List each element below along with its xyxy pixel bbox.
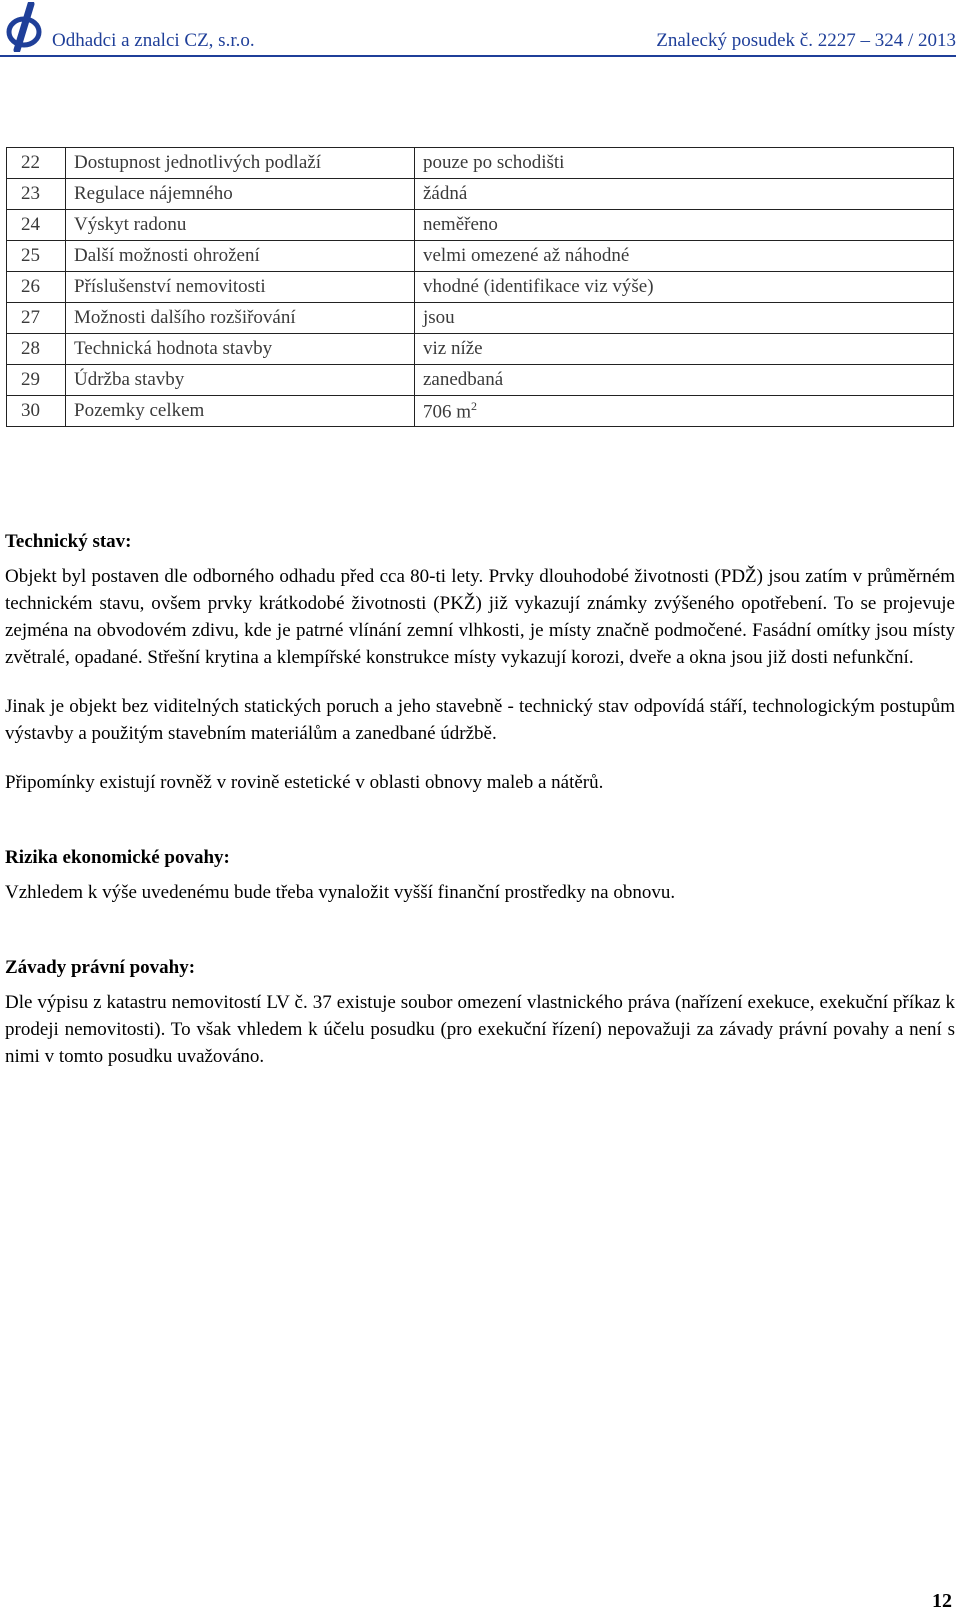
table-row — [7, 241, 954, 272]
row-number: 22 — [7, 148, 66, 179]
row-value-text: viz níže — [423, 338, 483, 359]
table-row — [7, 396, 954, 427]
table-row — [7, 365, 954, 396]
document-reference: Znalecký posudek č. 2227 – 324 / 2013 — [656, 30, 956, 51]
row-number: 29 — [7, 365, 66, 396]
row-label: Údržba stavby — [66, 365, 415, 396]
row-number: 23 — [7, 179, 66, 210]
row-value-superscript: 2 — [471, 398, 478, 413]
page-number: 12 — [932, 1590, 952, 1612]
table-row — [7, 179, 954, 210]
row-label: Příslušenství nemovitosti — [66, 272, 415, 303]
table-row — [7, 334, 954, 365]
row-value-text: jsou — [423, 307, 455, 328]
table-row — [7, 303, 954, 334]
row-label: Výskyt radonu — [66, 210, 415, 241]
row-number: 28 — [7, 334, 66, 365]
table-row — [7, 148, 954, 179]
row-value-text: zanedbaná — [423, 369, 504, 390]
row-value-text: neměřeno — [423, 214, 498, 235]
row-value — [415, 396, 954, 427]
technical-state-paragraph-2: Jinak je objekt bez viditelných statických poruch a jeho stavebně - technický stav odpovídá stáří, technologickým postupům výstavby a použitým stavebním materiálům a zanedbané údržbě. — [5, 696, 955, 744]
row-value — [415, 148, 954, 179]
row-label: Dostupnost jednotlivých podlaží — [66, 148, 415, 179]
row-number: 30 — [7, 396, 66, 427]
row-value-text: velmi omezené až náhodné — [423, 245, 630, 266]
page-header — [0, 0, 960, 58]
legal-defects-heading: Závady právní povahy: — [5, 957, 196, 978]
property-parameters-table — [6, 147, 954, 427]
table-body — [7, 148, 954, 427]
technical-state-heading: Technický stav: — [5, 531, 132, 552]
row-value — [415, 334, 954, 365]
row-number: 26 — [7, 272, 66, 303]
row-value — [415, 303, 954, 334]
company-name: Odhadci a znalci CZ, s.r.o. — [52, 30, 255, 51]
row-label: Další možnosti ohrožení — [66, 241, 415, 272]
header-divider — [0, 55, 956, 57]
row-number: 25 — [7, 241, 66, 272]
row-label: Pozemky celkem — [66, 396, 415, 427]
row-value-text: pouze po schodišti — [423, 152, 565, 173]
technical-state-paragraph-1: Objekt byl postaven dle odborného odhadu před cca 80-ti lety. Prvky dlouhodobé životnosti (PDŽ) jsou zatím v průměrném technickém stavu, ovšem prvky krátkodobé životnosti (PKŽ) již vykazují známky zvýšeného opotřebení. To se projevuje zejména na obvodovém zdivu, kde je patrné vlínání zemní vlhkosti, je místy značně podmočené. Fasádní omítky jsou místy zvětralé, opadané. Střešní krytina a klempířské konstrukce místy vykazují korozi, dveře a okna jsou již dosti nefunkční. — [5, 566, 955, 668]
row-number: 24 — [7, 210, 66, 241]
table-row — [7, 272, 954, 303]
row-value — [415, 179, 954, 210]
row-value — [415, 241, 954, 272]
row-value — [415, 272, 954, 303]
page-content — [5, 528, 955, 1070]
economic-risks-paragraph: Vzhledem k výše uvedenému bude třeba vynaložit vyšší finanční prostředky na obnovu. — [5, 882, 676, 903]
row-value-text: žádná — [423, 183, 468, 204]
table-row — [7, 210, 954, 241]
row-label: Technická hodnota stavby — [66, 334, 415, 365]
row-value — [415, 210, 954, 241]
technical-state-paragraph-3: Připomínky existují rovněž v rovině estetické v oblasti obnovy maleb a nátěrů. — [5, 772, 604, 793]
row-label: Regulace nájemného — [66, 179, 415, 210]
row-value-text: vhodné (identifikace viz výše) — [423, 276, 654, 297]
legal-defects-paragraph: Dle výpisu z katastru nemovitostí LV č. 37 existuje soubor omezení vlastnického práva (nařízení exekuce, exekuční příkaz k prodeji nemovitosti). To však vhledem k účelu posudku (pro exekuční řízení) nepovažuji za závady právní povahy a není s nimi v tomto posudku uvažováno. — [5, 992, 955, 1067]
row-number: 27 — [7, 303, 66, 334]
row-label: Možnosti dalšího rozšiřování — [66, 303, 415, 334]
company-logo-icon — [4, 2, 44, 52]
economic-risks-heading: Rizika ekonomické povahy: — [5, 847, 230, 868]
row-value-text: 706 m — [423, 401, 472, 423]
row-value — [415, 365, 954, 396]
